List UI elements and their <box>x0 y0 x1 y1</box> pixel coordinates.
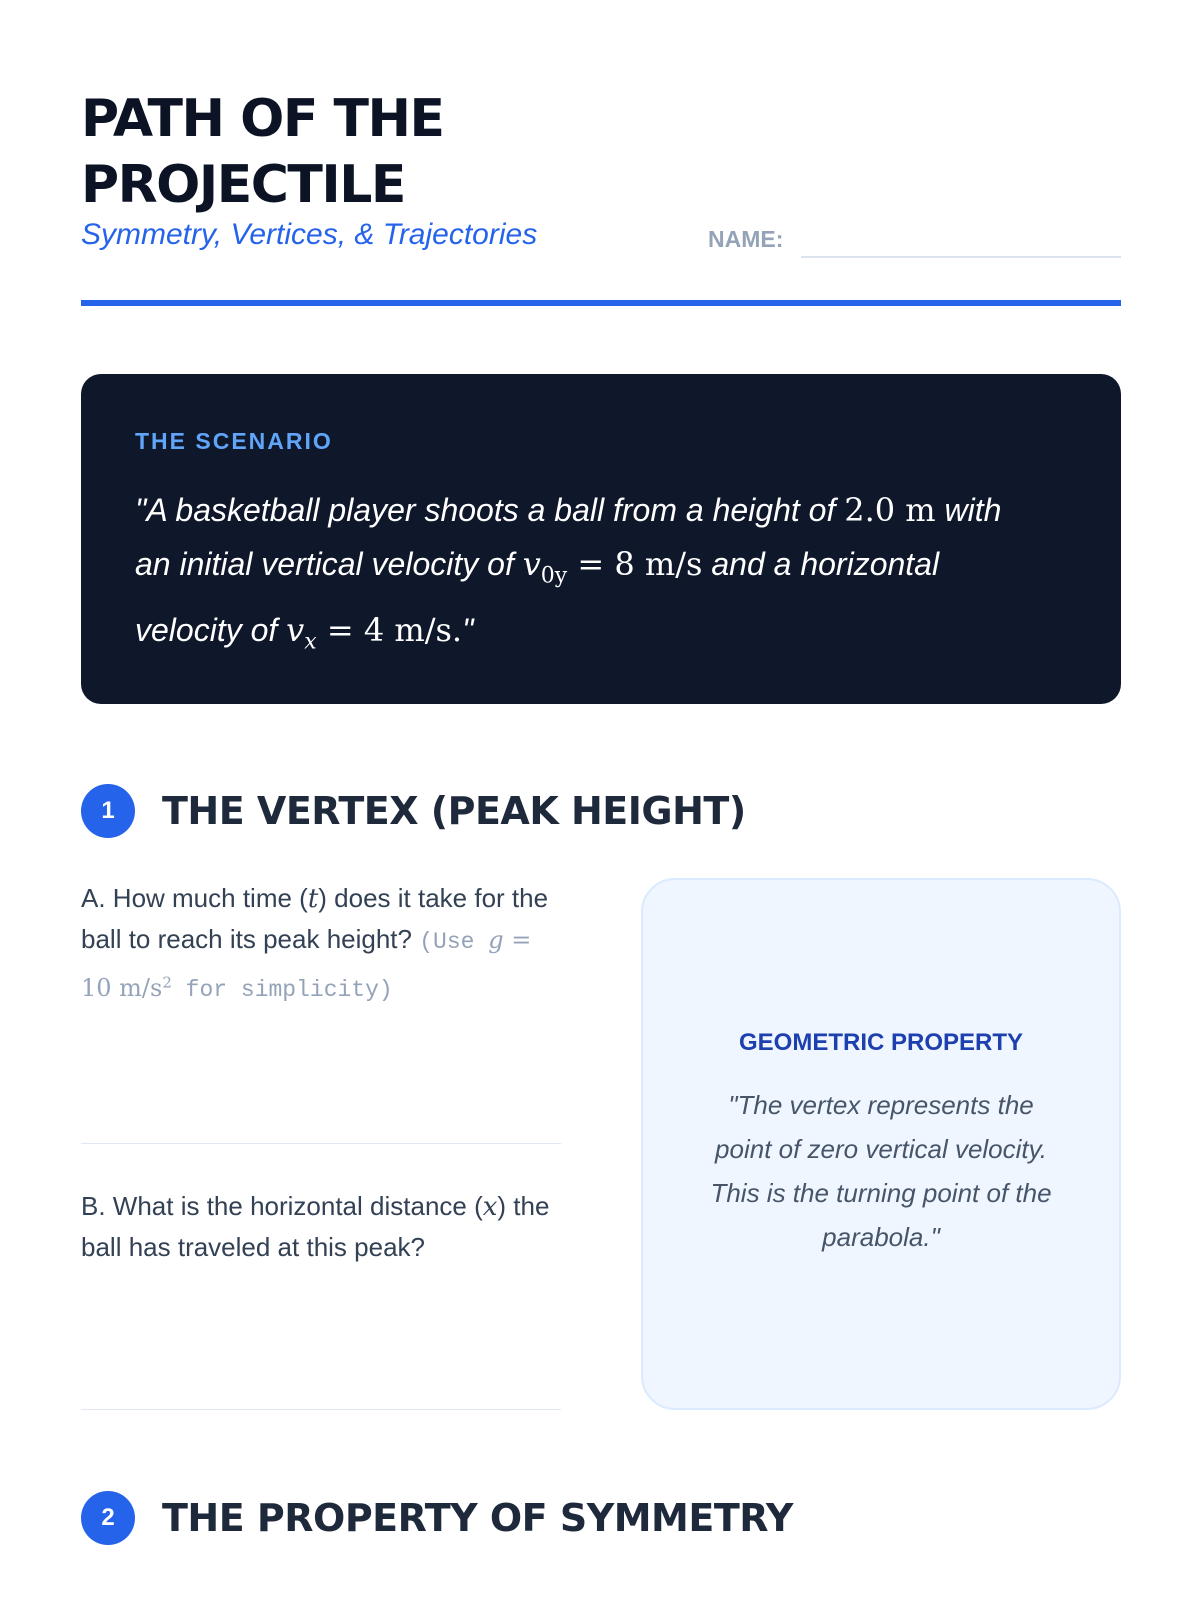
name-label: NAME: <box>708 226 784 252</box>
answer-b-line[interactable] <box>81 1409 561 1410</box>
answer-a-line[interactable] <box>81 1143 561 1144</box>
question-b: B. What is the horizontal distance (x) the ball has traveled at this peak? <box>81 1191 550 1262</box>
scenario-label: THE SCENARIO <box>135 428 333 454</box>
section-2-header <box>81 1491 793 1545</box>
page-subtitle: Symmetry, Vertices, & Trajectories <box>81 218 538 251</box>
height-value: 2.0 m <box>844 491 936 529</box>
scenario-text: "A basketball player shoots a ball from a height of 2.0 m with an initial vertical velocity of $v_{0y} = 8$ m/s and a horizontal velocity of $v_x = 4$ m/s." <box>135 491 1002 655</box>
vx-value: = 4 m/s. <box>316 611 463 650</box>
section-2-badge: 2 <box>81 1491 135 1545</box>
vx-subscript: x <box>304 629 317 655</box>
page-title: PATH OF THE PROJECTILE <box>81 89 444 215</box>
vx-symbol: v <box>286 611 305 650</box>
callout-text: "The vertex represents the point of zero vertical velocity. This is the turning point of the parabola." <box>710 1090 1052 1252</box>
question-a-hint: (Use g = 10 $m/s^2$ for simplicity) <box>81 926 532 1003</box>
section-1-badge: 1 <box>81 784 135 838</box>
header-divider <box>81 300 1121 306</box>
section-1-title: THE VERTEX (PEAK HEIGHT) <box>162 789 746 833</box>
scenario-box <box>81 374 1121 704</box>
callout-label: GEOMETRIC PROPERTY <box>738 1029 1024 1056</box>
v0y-symbol: v <box>522 545 541 583</box>
question-a: A. How much time (t) does it take for the ball to reach its peak height? (Use g = 10 $m/s^2$ for simplicity) <box>81 883 549 1003</box>
geometric-property-callout <box>641 878 1121 1410</box>
section-2-title: THE PROPERTY OF SYMMETRY <box>162 1496 793 1540</box>
v0y-value: = 8 m/s <box>567 545 703 583</box>
name-field-line[interactable] <box>801 256 1121 258</box>
v0y-subscript: 0y <box>540 563 568 589</box>
section-1-header <box>81 784 746 838</box>
